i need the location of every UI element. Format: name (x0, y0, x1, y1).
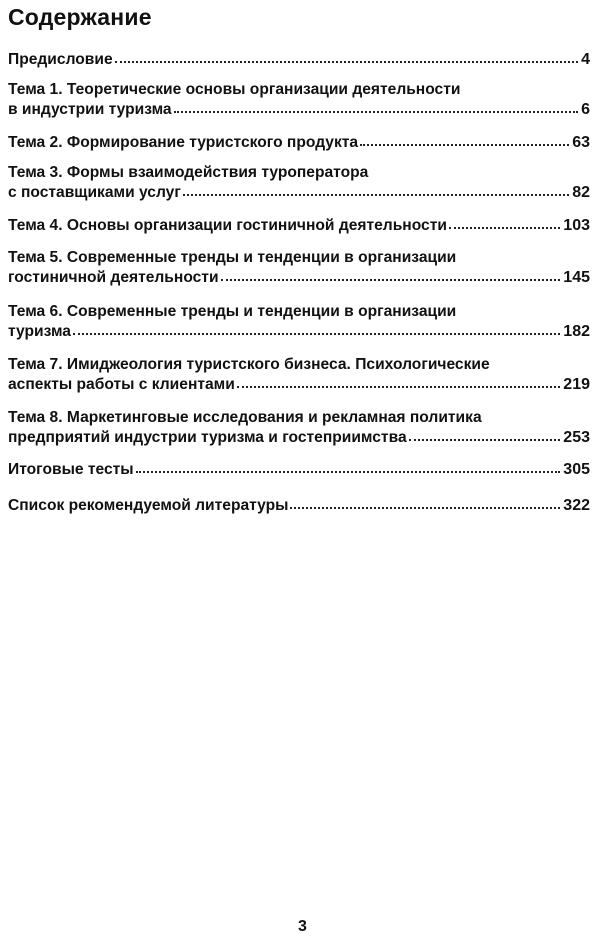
toc-entry-title: Тема 4. Основы организации гостиничной деятельности (8, 217, 447, 234)
toc-entry-page: 6 (581, 101, 590, 118)
dot-leader (136, 470, 561, 473)
toc-entry-page: 219 (563, 376, 590, 393)
dot-leader (237, 385, 561, 388)
dot-leader (290, 506, 560, 509)
toc-entry-page: 4 (581, 51, 590, 68)
toc-entry-title-line1: Тема 3. Формы взаимодействия туроператора (8, 164, 369, 181)
page-number: 3 (298, 918, 307, 935)
toc-entry-page: 322 (563, 497, 590, 514)
toc-entry-literature (8, 496, 590, 516)
dot-leader (221, 278, 561, 281)
toc-entry-page: 182 (563, 323, 590, 340)
toc-entry-page: 253 (563, 429, 590, 446)
toc-entry-title-line2: туризма (8, 323, 71, 340)
toc-entry-title-line1: Тема 1. Теоретические основы организации деятельности (8, 81, 461, 98)
dot-leader (115, 60, 578, 63)
toc-entry-title-line2: с поставщиками услуг (8, 184, 181, 201)
toc-entry-topic-4 (8, 216, 590, 236)
dot-leader (174, 110, 578, 113)
toc-entry-title-line2: предприятий индустрии туризма и гостеприимства (8, 429, 407, 446)
toc-entry-title: Итоговые тесты (8, 461, 134, 478)
toc-entry-topic-8 (8, 408, 590, 448)
dot-leader (409, 438, 561, 441)
toc-entry-topic-7 (8, 355, 590, 395)
dot-leader (183, 193, 569, 196)
toc-entry-title-line2: гостиничной деятельности (8, 269, 219, 286)
toc-entry-topic-1 (8, 80, 590, 120)
toc-entry-title-line1: Тема 7. Имиджеология туристского бизнеса. Психологические (8, 356, 490, 373)
toc-entry-topic-3 (8, 163, 590, 203)
toc-entry-page: 82 (572, 184, 590, 201)
toc-entry-topic-6 (8, 302, 590, 342)
toc-entry-topic-5 (8, 248, 590, 288)
toc-entry-preface (8, 50, 590, 70)
toc-entry-title-line2: аспекты работы с клиентами (8, 376, 235, 393)
toc-entry-title-line1: Тема 6. Современные тренды и тенденции в организации (8, 303, 457, 320)
toc-entry-page: 63 (572, 134, 590, 151)
toc-entry-title: Тема 2. Формирование туристского продукта (8, 134, 359, 151)
toc-entry-topic-2 (8, 133, 590, 153)
toc-entry-title: Предисловие (8, 51, 113, 68)
toc-entry-final-tests (8, 460, 590, 480)
toc-entry-title: Список рекомендуемой литературы (8, 497, 289, 514)
toc-entry-title-line1: Тема 8. Маркетинговые исследования и рекламная политика (8, 409, 482, 426)
toc-entry-page: 145 (563, 269, 590, 286)
page-title: Содержание (8, 4, 152, 30)
dot-leader (73, 332, 560, 335)
toc-entry-page: 103 (563, 217, 590, 234)
toc-entry-title-line2: в индустрии туризма (8, 101, 172, 118)
dot-leader (449, 226, 560, 229)
dot-leader (360, 143, 569, 146)
toc-entry-title-line1: Тема 5. Современные тренды и тенденции в организации (8, 249, 457, 266)
toc-entry-page: 305 (563, 461, 590, 478)
